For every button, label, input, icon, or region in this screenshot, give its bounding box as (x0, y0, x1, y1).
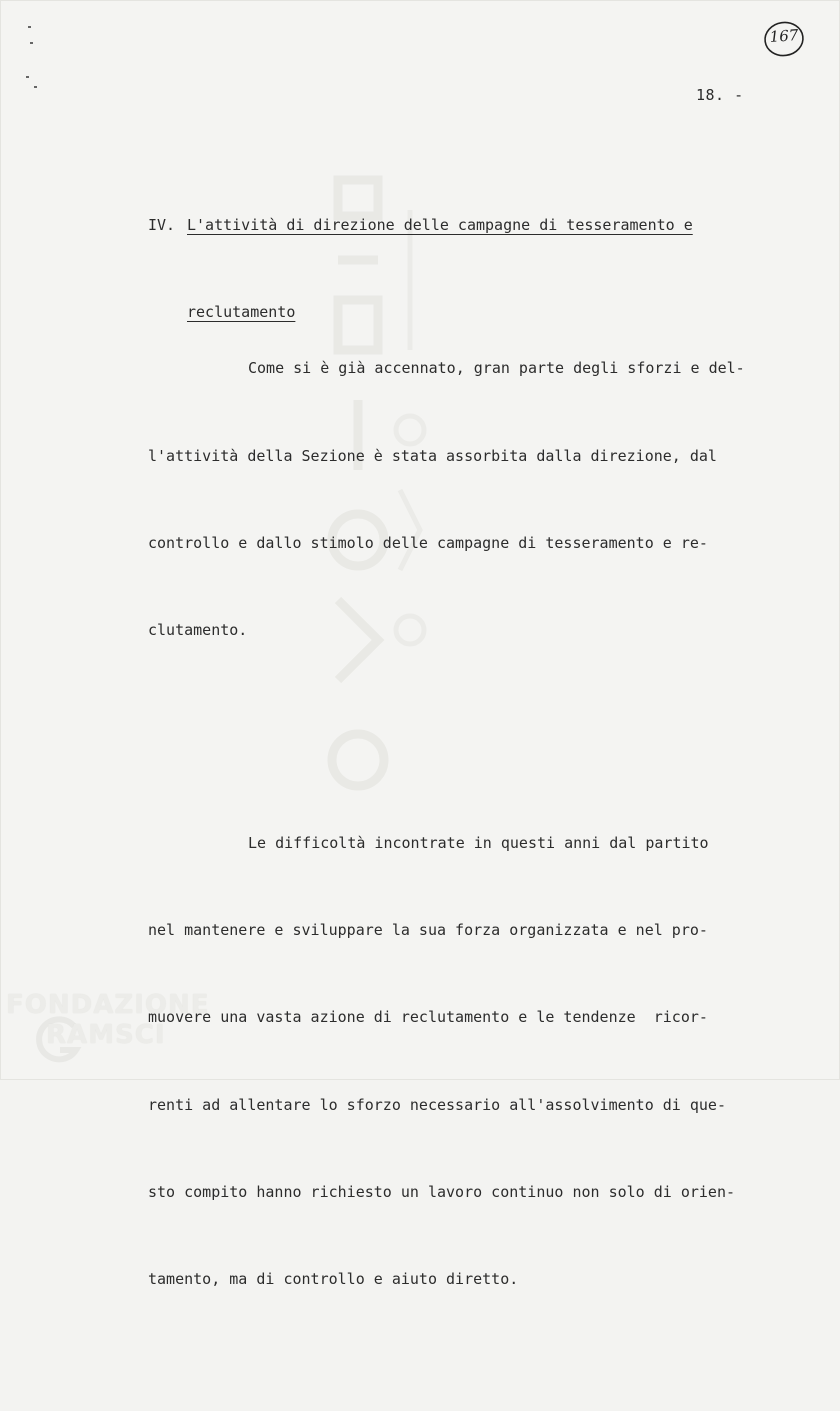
text-line: muovere una vasta azione di reclutamento e le tendenze ricor- (148, 1008, 708, 1027)
fondazione-gramsci-logo (6, 990, 216, 1070)
margin-mark (26, 76, 29, 78)
text-line: clutamento. (148, 621, 248, 640)
logo-line: RAMSCI (46, 1020, 166, 1050)
body-text (148, 238, 788, 1411)
section-number: IV. (148, 216, 176, 234)
folio-stamp (762, 20, 806, 58)
logo-line: FONDAZIONE (6, 990, 210, 1020)
text-line: renti ad allentare lo sforzo necessario all'assolvimento di que- (148, 1095, 726, 1114)
section-title-line: L'attività di direzione delle campagne di tesseramento e (187, 216, 693, 234)
section-title-line: reclutamento (187, 303, 296, 321)
text-line: nel mantenere e sviluppare la sua forza organizzata e nel pro- (148, 921, 708, 940)
paragraph (148, 771, 788, 1353)
text-line: tamento, ma di controllo e aiuto diretto. (148, 1270, 519, 1289)
margin-mark (28, 26, 31, 28)
text-line: sto compito hanno richiesto un lavoro continuo non solo di orien- (148, 1183, 735, 1201)
text-line: Le difficoltà incontrate in questi anni dal partito (248, 833, 709, 852)
margin-mark (30, 42, 33, 44)
text-line: l'attività della Sezione è stata assorbita dalla direzione, dal (148, 446, 717, 465)
paragraph (148, 296, 788, 703)
margin-mark (34, 86, 37, 88)
page-number: 18. - (696, 86, 744, 104)
text-line: Come si è già accennato, gran parte degli sforzi e del- (248, 359, 745, 378)
text-line: controllo e dallo stimolo delle campagne di tesseramento e re- (148, 533, 708, 552)
folio-number: 167 (769, 26, 799, 46)
